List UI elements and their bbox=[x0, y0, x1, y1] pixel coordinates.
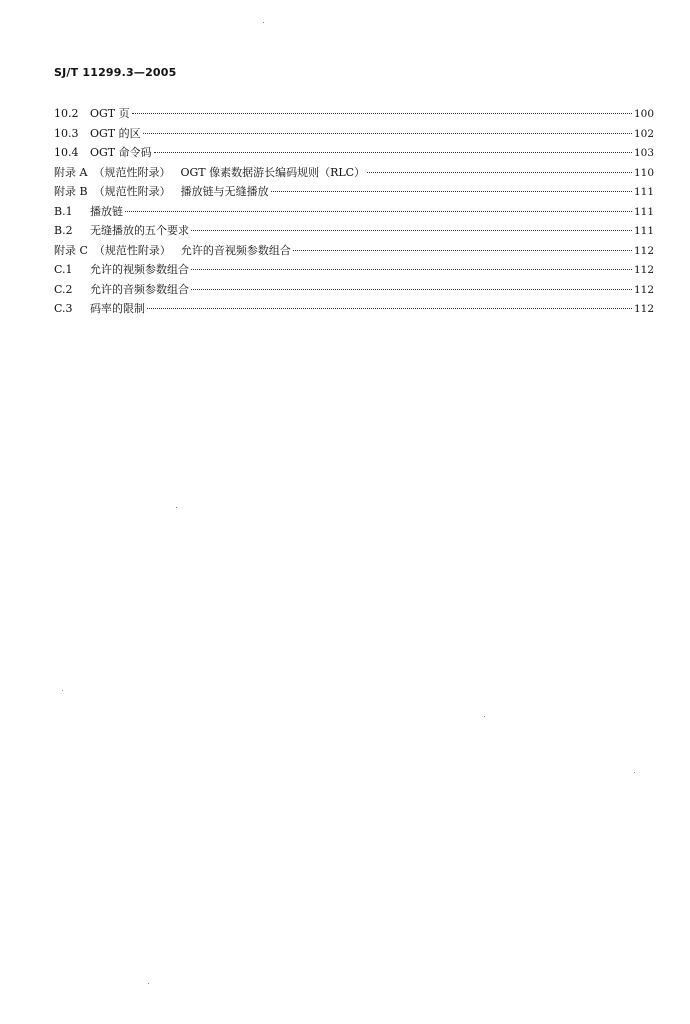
document-number: SJ/T 11299.3—2005 bbox=[54, 66, 177, 79]
toc-dot-leader bbox=[191, 269, 632, 270]
toc-entry-page: 110 bbox=[633, 166, 654, 179]
toc-entry[interactable] bbox=[54, 260, 654, 280]
toc-entry-title: 允许的音频参数组合 bbox=[90, 282, 189, 296]
toc-entry-page: 100 bbox=[633, 108, 654, 120]
table-of-contents bbox=[54, 104, 654, 319]
toc-entry-annex-type: （规范性附录） bbox=[93, 185, 171, 198]
toc-entry-page: 112 bbox=[633, 283, 654, 296]
toc-entry[interactable] bbox=[54, 280, 654, 300]
toc-entry-page: 111 bbox=[633, 186, 654, 198]
toc-entry-number: 附录 A bbox=[54, 165, 88, 179]
toc-entry-title: 码率的限制 bbox=[90, 302, 145, 315]
toc-dot-leader bbox=[367, 172, 632, 173]
toc-entry-appendix[interactable] bbox=[54, 182, 654, 202]
toc-entry-page: 112 bbox=[633, 244, 654, 257]
toc-entry-page: 102 bbox=[633, 127, 654, 140]
toc-entry-page: 103 bbox=[633, 147, 654, 159]
toc-entry[interactable] bbox=[54, 124, 654, 144]
toc-entry-title: 无缝播放的五个要求 bbox=[90, 224, 189, 237]
scan-speck bbox=[263, 22, 264, 23]
toc-entry-title: 播放链与无缝播放 bbox=[180, 185, 269, 198]
scan-speck bbox=[176, 507, 177, 508]
toc-entry-number: B.1 bbox=[54, 204, 73, 218]
scan-speck bbox=[484, 716, 485, 717]
toc-entry-annex-type: （规范性附录） bbox=[93, 165, 171, 179]
toc-entry-page: 112 bbox=[633, 303, 654, 315]
toc-entry[interactable] bbox=[54, 202, 654, 222]
toc-entry[interactable] bbox=[54, 299, 654, 319]
toc-entry-page: 111 bbox=[633, 225, 654, 237]
toc-entry-title: 允许的音视频参数组合 bbox=[180, 243, 291, 257]
toc-entry[interactable] bbox=[54, 221, 654, 241]
toc-entry-title: OGT 页 bbox=[90, 107, 130, 120]
toc-entry-page: 112 bbox=[633, 264, 654, 276]
toc-entry-number: 10.4 bbox=[54, 146, 79, 159]
toc-entry-title: OGT 命令码 bbox=[90, 146, 152, 159]
toc-entry-number: 附录 B bbox=[54, 185, 88, 198]
toc-entry-appendix[interactable] bbox=[54, 163, 654, 183]
toc-entry-title-group bbox=[94, 182, 269, 202]
toc-entry-title: OGT 像素数据游长编码规则（RLC） bbox=[180, 165, 366, 179]
scan-speck bbox=[148, 983, 149, 984]
toc-dot-leader bbox=[147, 308, 632, 309]
toc-entry-number: C.1 bbox=[54, 263, 73, 276]
toc-dot-leader bbox=[191, 230, 632, 231]
toc-entry-number: C.3 bbox=[54, 302, 73, 315]
toc-entry-number: 10.3 bbox=[54, 126, 79, 140]
toc-entry-number: B.2 bbox=[54, 224, 73, 237]
toc-entry[interactable] bbox=[54, 143, 654, 163]
toc-entry-title: OGT 的区 bbox=[90, 126, 141, 140]
toc-dot-leader bbox=[143, 133, 632, 134]
toc-entry-page: 111 bbox=[633, 205, 654, 218]
toc-dot-leader bbox=[132, 113, 632, 114]
toc-entry-annex-type: （规范性附录） bbox=[93, 243, 171, 257]
toc-entry-title-group bbox=[93, 163, 365, 183]
toc-entry-title-group bbox=[94, 241, 291, 261]
toc-entry-title: 播放链 bbox=[90, 204, 123, 218]
toc-entry-number: C.2 bbox=[54, 282, 73, 296]
toc-dot-leader bbox=[125, 211, 632, 212]
toc-entry-number: 附录 C bbox=[54, 243, 88, 257]
toc-dot-leader bbox=[191, 289, 632, 290]
toc-dot-leader bbox=[293, 250, 632, 251]
toc-entry[interactable] bbox=[54, 104, 654, 124]
toc-entry-appendix[interactable] bbox=[54, 241, 654, 261]
toc-entry-title: 允许的视频参数组合 bbox=[90, 263, 189, 276]
scan-speck bbox=[62, 690, 63, 691]
toc-entry-number: 10.2 bbox=[54, 107, 79, 120]
toc-dot-leader bbox=[154, 152, 632, 153]
toc-dot-leader bbox=[271, 191, 632, 192]
scan-speck bbox=[634, 772, 635, 773]
